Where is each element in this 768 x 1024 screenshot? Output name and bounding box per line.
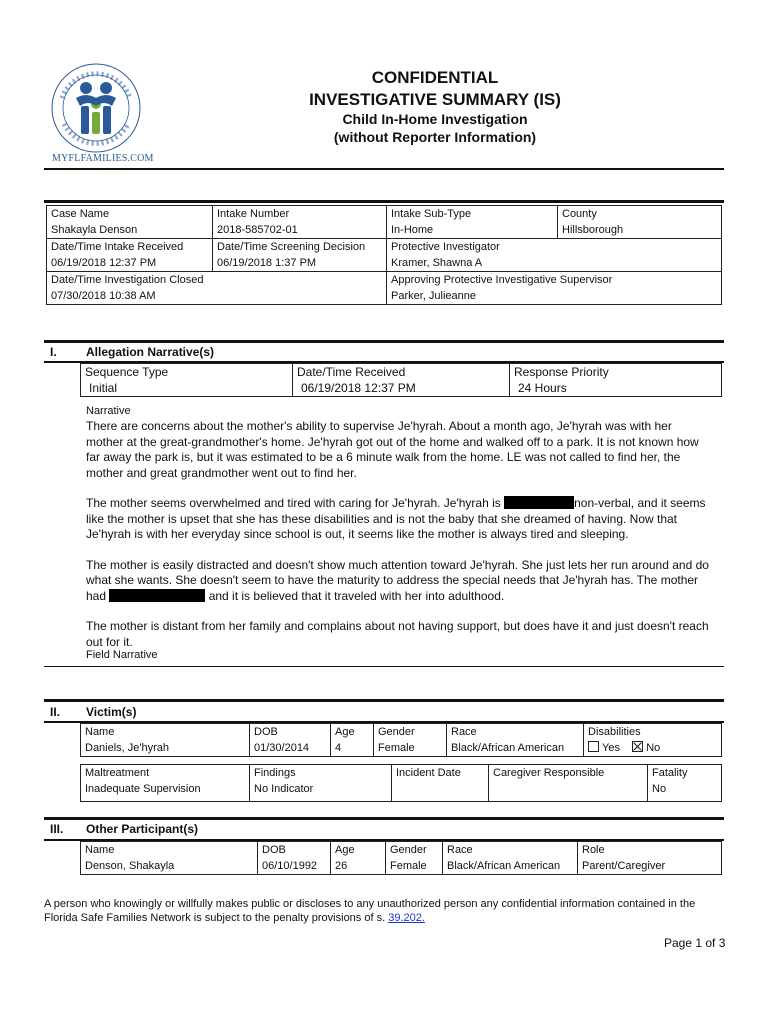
received-label: Date/Time Received xyxy=(297,365,406,379)
victim-age-label: Age xyxy=(335,726,355,738)
participant-race-cell xyxy=(443,842,578,875)
participant-gender-value: Female xyxy=(390,860,427,872)
victim-gender-cell xyxy=(374,724,447,757)
caregiver-label: Caregiver Responsible xyxy=(493,767,605,779)
fatality-cell xyxy=(648,765,722,802)
confidentiality-notice-text: A person who knowingly or willfully makes public or discloses to any unauthorized person any confidential information contained in the Florida Safe Families Network is subject to the penalty provisions of s. xyxy=(44,898,696,924)
narrative-label: Narrative xyxy=(86,405,131,417)
intake-number-cell xyxy=(213,206,387,239)
incident-date-cell xyxy=(392,765,489,802)
sequence-type-cell xyxy=(81,364,293,397)
case-rule-top xyxy=(44,200,724,203)
incident-date-label: Incident Date xyxy=(396,767,461,779)
county-label: County xyxy=(562,208,597,220)
field-narrative-label: Field Narrative xyxy=(86,649,158,661)
victim-race-value: Black/African American xyxy=(451,742,565,754)
participant-name-label: Name xyxy=(85,844,115,856)
section2-title: Victim(s) xyxy=(86,705,137,719)
victim-age-cell xyxy=(331,724,374,757)
victim-dob-value: 01/30/2014 xyxy=(254,742,310,754)
findings-cell xyxy=(250,765,392,802)
participant-role-value: Parent/Caregiver xyxy=(582,860,666,872)
page-number: Page 1 of 3 xyxy=(664,936,726,950)
narrative-paragraph-2 xyxy=(86,496,711,543)
victim-gender-label: Gender xyxy=(378,726,415,738)
logo-url-text: MYFLFAMILIES.COM xyxy=(52,153,154,164)
county-cell xyxy=(558,206,722,239)
doc-subtitle: Child In-Home Investigation xyxy=(342,111,528,127)
participant-age-cell xyxy=(331,842,386,875)
caregiver-cell xyxy=(489,765,648,802)
case-name-cell xyxy=(47,206,213,239)
allegation-table xyxy=(80,363,722,397)
priority-value: 24 Hours xyxy=(518,381,567,395)
disabilities-no-checkbox[interactable] xyxy=(632,741,643,752)
disabilities-yes-checkbox[interactable] xyxy=(588,741,599,752)
investigator-cell xyxy=(387,239,722,272)
disabilities-label: Disabilities xyxy=(588,726,641,738)
screening-cell xyxy=(213,239,387,272)
narrative-paragraph-1: There are concerns about the mother's ability to supervise Je'hyrah. About a month ago, Je'hyrah was with her mother at the great-grandmother's home. Je'hyrah got out of the home and walked off to a park. It is not known how far away the park is, but it was estimated to be a 6 minute walk from the home. LE was not called to find her, the mother and great grandmother went out to find her. xyxy=(86,419,699,480)
intake-subtype-cell xyxy=(387,206,558,239)
sequence-type-label: Sequence Type xyxy=(85,365,169,379)
section1-rule-end xyxy=(44,666,724,667)
redaction-bar xyxy=(109,589,205,602)
case-name-label: Case Name xyxy=(51,208,110,220)
victim-gender-value: Female xyxy=(378,742,415,754)
participant-dob-label: DOB xyxy=(262,844,286,856)
victim-race-label: Race xyxy=(451,726,477,738)
intake-number-value: 2018-585702-01 xyxy=(217,224,298,236)
doc-subtitle-note: (without Reporter Information) xyxy=(333,129,537,145)
narrative-paragraph-3 xyxy=(86,558,711,605)
victim-table xyxy=(80,723,722,757)
intake-received-value: 06/19/2018 12:37 PM xyxy=(51,257,157,269)
findings-value: No Indicator xyxy=(254,783,314,795)
participant-race-value: Black/African American xyxy=(447,860,561,872)
participant-dob-cell xyxy=(258,842,331,875)
victim-name-value: Daniels, Je'hyrah xyxy=(85,742,170,754)
narrative-paragraph-3-end: and it is believed that it traveled with her into adulthood. xyxy=(208,588,505,603)
closed-cell xyxy=(47,272,387,305)
screening-label: Date/Time Screening Decision xyxy=(217,241,366,253)
disabilities-yes-label: Yes xyxy=(602,742,620,754)
allegation-narrative xyxy=(86,419,711,665)
participant-age-label: Age xyxy=(335,844,355,856)
intake-received-label: Date/Time Intake Received xyxy=(51,241,184,253)
sequence-type-value: Initial xyxy=(89,381,118,395)
received-cell xyxy=(293,364,510,397)
supervisor-value: Parker, Julieanne xyxy=(391,290,476,302)
supervisor-label: Approving Protective Investigative Supervisor xyxy=(391,274,613,286)
participant-gender-cell xyxy=(386,842,443,875)
county-value: Hillsborough xyxy=(562,224,624,236)
narrative-paragraph-4: The mother is distant from her family and complains about not having support, but does have it and just doesn't reach out for it. xyxy=(86,619,709,649)
section3-number: III. xyxy=(50,822,64,836)
participant-gender-label: Gender xyxy=(390,844,427,856)
section3-title: Other Participant(s) xyxy=(86,822,199,836)
participant-role-label: Role xyxy=(582,844,605,856)
fatality-label: Fatality xyxy=(652,767,688,779)
participant-race-label: Race xyxy=(447,844,473,856)
victim-race-cell xyxy=(447,724,584,757)
participant-name-value: Denson, Shakayla xyxy=(85,860,175,872)
intake-subtype-value: In-Home xyxy=(391,224,434,236)
victim-name-cell xyxy=(81,724,250,757)
participant-dob-value: 06/10/1992 xyxy=(262,860,318,872)
findings-label: Findings xyxy=(254,767,296,779)
narrative-paragraph-3-start: The mother is easily distracted and doesn't show much attention toward Je'hyrah. She just lets her run around and do what she wants. She doesn't seem to have the maturity to address the special needs that Je'hyrah has. The mother had xyxy=(86,557,709,603)
victim-disabilities-cell xyxy=(584,724,722,757)
investigator-label: Protective Investigator xyxy=(391,241,500,253)
confidentiality-notice xyxy=(44,897,724,925)
section1-title: Allegation Narrative(s) xyxy=(86,345,215,359)
section2-rule-top xyxy=(44,699,724,702)
priority-cell xyxy=(510,364,722,397)
fatality-value: No xyxy=(652,783,667,795)
victim-age-value: 4 xyxy=(335,742,342,754)
narrative-paragraph-2-end: non-verbal, and it seems like the mother is upset that she has these disabilities and is not the baby that she dreamed of having. Now that Je'hyrah is with her everyday since school is out, it seems like the mother is always tired and sleeping. xyxy=(86,496,706,541)
intake-subtype-label: Intake Sub-Type xyxy=(391,208,472,220)
maltreatment-table xyxy=(80,764,722,802)
header-rule xyxy=(44,168,724,170)
maltreatment-label: Maltreatment xyxy=(85,767,150,779)
participant-role-cell xyxy=(578,842,722,875)
family-seal-icon xyxy=(42,58,150,162)
doc-title: INVESTIGATIVE SUMMARY (IS) xyxy=(309,90,561,109)
priority-label: Response Priority xyxy=(514,365,609,379)
supervisor-cell xyxy=(387,272,722,305)
section1-rule-top xyxy=(44,340,724,343)
investigator-value: Kramer, Shawna A xyxy=(391,257,483,269)
closed-label: Date/Time Investigation Closed xyxy=(51,274,204,286)
maltreatment-value: Inadequate Supervision xyxy=(85,783,201,795)
doc-title-confidential: CONFIDENTIAL xyxy=(371,68,499,87)
disabilities-no-label: No xyxy=(646,742,661,754)
participant-table xyxy=(80,841,722,875)
victim-name-label: Name xyxy=(85,726,115,738)
received-value: 06/19/2018 12:37 PM xyxy=(301,381,416,395)
statute-link[interactable]: 39.202. xyxy=(388,912,425,924)
section3-rule-top xyxy=(44,817,724,820)
screening-value: 06/19/2018 1:37 PM xyxy=(217,257,317,269)
section1-number: I. xyxy=(50,345,57,359)
intake-received-cell xyxy=(47,239,213,272)
agency-logo xyxy=(42,58,150,162)
victim-dob-label: DOB xyxy=(254,726,278,738)
redaction-bar xyxy=(504,496,574,509)
section2-number: II. xyxy=(50,705,61,719)
case-name-value: Shakayla Denson xyxy=(51,224,138,236)
narrative-paragraph-2-start: The mother seems overwhelmed and tired with caring for Je'hyrah. Je'hyrah is xyxy=(86,496,505,510)
case-info-table xyxy=(46,205,722,305)
intake-number-label: Intake Number xyxy=(217,208,290,220)
closed-value: 07/30/2018 10:38 AM xyxy=(51,290,156,302)
maltreatment-cell xyxy=(81,765,250,802)
participant-name-cell xyxy=(81,842,258,875)
victim-dob-cell xyxy=(250,724,331,757)
participant-age-value: 26 xyxy=(335,860,348,872)
